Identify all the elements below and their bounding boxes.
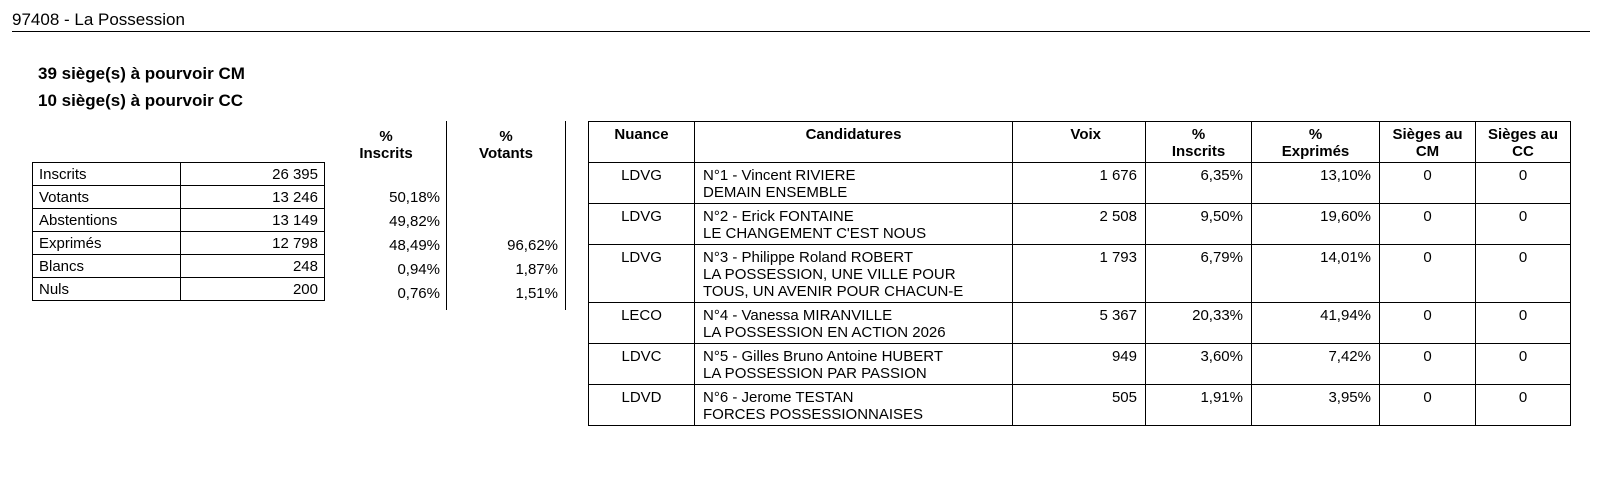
pct-inscrits-value: 0,76% xyxy=(397,285,440,302)
cell-sieges-cm: 0 xyxy=(1380,204,1476,245)
pct-inscrits-value: 48,49% xyxy=(389,237,440,254)
cell-pct-inscrits: 3,60% xyxy=(1146,344,1252,385)
candidates-table xyxy=(588,121,1571,426)
stat-label: Inscrits xyxy=(33,163,181,186)
cell-candidature xyxy=(695,385,1013,426)
pct-inscrits-column xyxy=(360,162,440,306)
pct-votants-value xyxy=(478,210,558,234)
table-row xyxy=(589,344,1571,385)
stat-value: 13 246 xyxy=(181,186,325,209)
candidate-line: N°1 - Vincent RIVIERE xyxy=(703,167,856,184)
header-sieges-cm-line2: CM xyxy=(1415,143,1440,160)
cell-pct-exprimes: 7,42% xyxy=(1252,344,1380,385)
candidate-line: TOUS, UN AVENIR POUR CHACUN-E xyxy=(703,283,964,300)
cell-sieges-cc: 0 xyxy=(1476,385,1571,426)
candidate-line: N°3 - Philippe Roland ROBERT xyxy=(703,249,913,266)
column-divider xyxy=(565,121,566,310)
stat-value: 13 149 xyxy=(181,209,325,232)
pct-inscrits-header-line2: Inscrits xyxy=(359,145,413,162)
header-sieges-cc-line2: CC xyxy=(1512,143,1534,160)
seats-cc: 10 siège(s) à pourvoir CC xyxy=(38,91,244,110)
stat-value: 12 798 xyxy=(181,232,325,255)
table-row xyxy=(33,209,325,232)
stat-value: 248 xyxy=(181,255,325,278)
cell-sieges-cm: 0 xyxy=(1380,163,1476,204)
pct-votants-value: 1,87% xyxy=(515,261,558,278)
pct-votants-column xyxy=(478,162,558,306)
cell-nuance: LDVG xyxy=(589,245,695,303)
turnout-table xyxy=(32,162,325,301)
candidate-line: N°5 - Gilles Bruno Antoine HUBERT xyxy=(703,348,943,365)
cell-candidature xyxy=(695,245,1013,303)
table-row xyxy=(33,278,325,301)
pct-votants-value: 96,62% xyxy=(507,237,558,254)
cell-sieges-cc: 0 xyxy=(1476,245,1571,303)
candidate-line: LA POSSESSION, UNE VILLE POUR xyxy=(703,266,956,283)
table-row xyxy=(589,385,1571,426)
cell-pct-inscrits: 6,35% xyxy=(1146,163,1252,204)
header-sieges-cm-line1: Sièges au xyxy=(1392,126,1463,143)
cell-pct-inscrits: 1,91% xyxy=(1146,385,1252,426)
header-sieges-cc xyxy=(1476,122,1571,163)
column-divider xyxy=(446,121,447,310)
cell-pct-inscrits: 9,50% xyxy=(1146,204,1252,245)
stat-value: 200 xyxy=(181,278,325,301)
table-row xyxy=(589,204,1571,245)
cell-pct-inscrits: 6,79% xyxy=(1146,245,1252,303)
cell-candidature xyxy=(695,303,1013,344)
cell-voix: 2 508 xyxy=(1013,204,1146,245)
stat-label: Nuls xyxy=(33,278,181,301)
cell-candidature xyxy=(695,344,1013,385)
stat-label: Votants xyxy=(33,186,181,209)
table-row xyxy=(33,255,325,278)
cell-voix: 505 xyxy=(1013,385,1146,426)
header-sieges-cc-line1: Sièges au xyxy=(1487,126,1559,143)
pct-votants-value xyxy=(478,162,558,186)
cell-pct-exprimes: 3,95% xyxy=(1252,385,1380,426)
commune-title: 97408 - La Possession xyxy=(12,10,185,29)
header-voix: Voix xyxy=(1013,122,1146,163)
pct-votants-value xyxy=(478,186,558,210)
pct-votants-header xyxy=(468,128,544,162)
candidate-line: LE CHANGEMENT C'EST NOUS xyxy=(703,225,927,242)
candidate-line: N°4 - Vanessa MIRANVILLE xyxy=(703,307,893,324)
cell-sieges-cm: 0 xyxy=(1380,303,1476,344)
cell-voix: 1 676 xyxy=(1013,163,1146,204)
table-row xyxy=(33,186,325,209)
header-pct-exprimes xyxy=(1252,122,1380,163)
cell-nuance: LDVG xyxy=(589,204,695,245)
cell-sieges-cm: 0 xyxy=(1380,385,1476,426)
pct-inscrits-value: 50,18% xyxy=(389,189,440,206)
stat-label: Blancs xyxy=(33,255,181,278)
candidate-line: LA POSSESSION PAR PASSION xyxy=(703,365,927,382)
table-row xyxy=(589,245,1571,303)
pct-inscrits-value xyxy=(360,162,440,186)
header-pct-inscrits-line2: Inscrits xyxy=(1171,143,1226,160)
table-row xyxy=(589,303,1571,344)
pct-votants-value: 1,51% xyxy=(515,285,558,302)
cell-voix: 949 xyxy=(1013,344,1146,385)
header-pct-exprimes-line1: % xyxy=(1308,126,1323,143)
cell-sieges-cm: 0 xyxy=(1380,344,1476,385)
stat-label: Exprimés xyxy=(33,232,181,255)
cell-pct-exprimes: 19,60% xyxy=(1252,204,1380,245)
header-pct-exprimes-line2: Exprimés xyxy=(1281,143,1350,160)
cell-sieges-cm: 0 xyxy=(1380,245,1476,303)
header-candidatures: Candidatures xyxy=(695,122,1013,163)
seats-cm: 39 siège(s) à pourvoir CM xyxy=(38,64,245,83)
cell-pct-exprimes: 14,01% xyxy=(1252,245,1380,303)
cell-voix: 1 793 xyxy=(1013,245,1146,303)
stat-value: 26 395 xyxy=(181,163,325,186)
candidate-line: DEMAIN ENSEMBLE xyxy=(703,184,848,201)
candidate-line: FORCES POSSESSIONNAISES xyxy=(703,406,924,423)
pct-votants-header-line2: Votants xyxy=(479,145,533,162)
pct-votants-header-line1: % xyxy=(499,128,513,145)
header-divider xyxy=(12,31,1590,32)
header-sieges-cm xyxy=(1380,122,1476,163)
table-row xyxy=(33,163,325,186)
table-row xyxy=(589,163,1571,204)
candidate-line: N°6 - Jerome TESTAN xyxy=(703,389,854,406)
header-pct-inscrits-line1: % xyxy=(1191,126,1206,143)
pct-inscrits-header xyxy=(354,128,418,162)
cell-voix: 5 367 xyxy=(1013,303,1146,344)
cell-nuance: LDVC xyxy=(589,344,695,385)
cell-candidature xyxy=(695,204,1013,245)
cell-sieges-cc: 0 xyxy=(1476,344,1571,385)
cell-pct-inscrits: 20,33% xyxy=(1146,303,1252,344)
stat-label: Abstentions xyxy=(33,209,181,232)
header-pct-inscrits xyxy=(1146,122,1252,163)
cell-pct-exprimes: 41,94% xyxy=(1252,303,1380,344)
pct-inscrits-value: 49,82% xyxy=(389,213,440,230)
pct-inscrits-value: 0,94% xyxy=(397,261,440,278)
candidate-line: LA POSSESSION EN ACTION 2026 xyxy=(703,324,946,341)
header-nuance: Nuance xyxy=(589,122,695,163)
cell-pct-exprimes: 13,10% xyxy=(1252,163,1380,204)
pct-inscrits-header-line1: % xyxy=(379,128,393,145)
cell-sieges-cc: 0 xyxy=(1476,303,1571,344)
cell-nuance: LDVG xyxy=(589,163,695,204)
cell-nuance: LDVD xyxy=(589,385,695,426)
cell-nuance: LECO xyxy=(589,303,695,344)
cell-sieges-cc: 0 xyxy=(1476,204,1571,245)
table-row xyxy=(33,232,325,255)
cell-candidature xyxy=(695,163,1013,204)
cell-sieges-cc: 0 xyxy=(1476,163,1571,204)
candidate-line: N°2 - Erick FONTAINE xyxy=(703,208,854,225)
